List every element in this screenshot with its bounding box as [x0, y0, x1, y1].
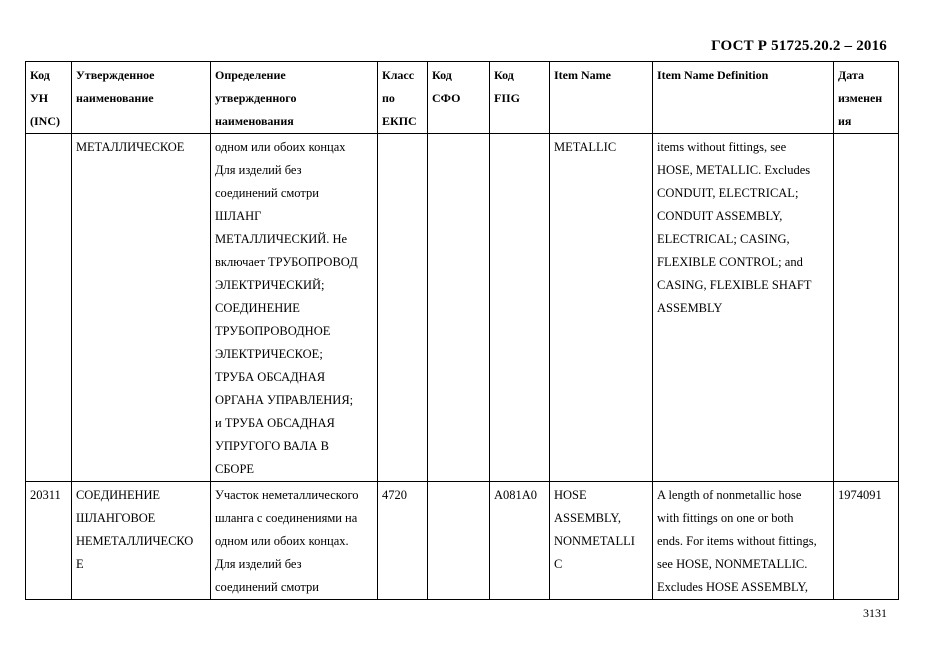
cell-fiig-code: A081A0: [490, 482, 550, 600]
cell-item-name: METALLIC: [550, 134, 653, 482]
header-approved-name: Утвержденное наименование: [72, 62, 211, 134]
header-sfo-code: Код СФО: [428, 62, 490, 134]
cell-sfo-code: [428, 134, 490, 482]
cell-definition: одном или обоих концах Для изделий без соединений смотри ШЛАНГ МЕТАЛЛИЧЕСКИЙ. Не включает ТРУБОПРОВОД ЭЛЕКТРИЧЕСКИЙ; СОЕДИНЕНИЕ ТРУБОПРОВОДНОЕ ЭЛЕКТРИЧЕСКОЕ; ТРУБА ОБСАДНАЯ ОРГАНА УПРАВЛЕНИЯ; и ТРУБА ОБСАДНАЯ УПРУГОГО ВАЛА В СБОРЕ: [211, 134, 378, 482]
cell-class: [378, 134, 428, 482]
document-title: ГОСТ Р 51725.20.2 – 2016: [711, 38, 887, 54]
cell-fiig-code: [490, 134, 550, 482]
cell-item-name-definition: A length of nonmetallic hose with fittings on one or both ends. For items without fittings, see HOSE, NONMETALLIC. Excludes HOSE ASSEMBLY,: [653, 482, 834, 600]
nomenclature-table: [25, 61, 899, 600]
table-row: [26, 134, 899, 482]
cell-inc-code: 20311: [26, 482, 72, 600]
header-inc-code: Код УН (INC): [26, 62, 72, 134]
cell-approved-name: СОЕДИНЕНИЕ ШЛАНГОВОЕ НЕМЕТАЛЛИЧЕСКО Е: [72, 482, 211, 600]
cell-change-date: 1974091: [834, 482, 899, 600]
cell-approved-name: МЕТАЛЛИЧЕСКОЕ: [72, 134, 211, 482]
cell-sfo-code: [428, 482, 490, 600]
header-item-name-definition: Item Name Definition: [653, 62, 834, 134]
table-row: [26, 482, 899, 600]
page-number: 3131: [863, 606, 887, 620]
header-item-name: Item Name: [550, 62, 653, 134]
header-class: Класс по ЕКПС: [378, 62, 428, 134]
header-change-date: Дата изменен ия: [834, 62, 899, 134]
table-header-row: [26, 62, 899, 134]
cell-item-name-definition: items without fittings, see HOSE, METALLIC. Excludes CONDUIT, ELECTRICAL; CONDUIT ASSEMBLY, ELECTRICAL; CASING, FLEXIBLE CONTROL; and CASING, FLEXIBLE SHAFT ASSEMBLY: [653, 134, 834, 482]
cell-change-date: [834, 134, 899, 482]
header-definition: Определение утвержденного наименования: [211, 62, 378, 134]
cell-inc-code: [26, 134, 72, 482]
cell-class: 4720: [378, 482, 428, 600]
cell-item-name: HOSE ASSEMBLY, NONMETALLI C: [550, 482, 653, 600]
header-fiig-code: Код FIIG: [490, 62, 550, 134]
cell-definition: Участок неметаллического шланга с соединениями на одном или обоих концах. Для изделий без соединений смотри: [211, 482, 378, 600]
